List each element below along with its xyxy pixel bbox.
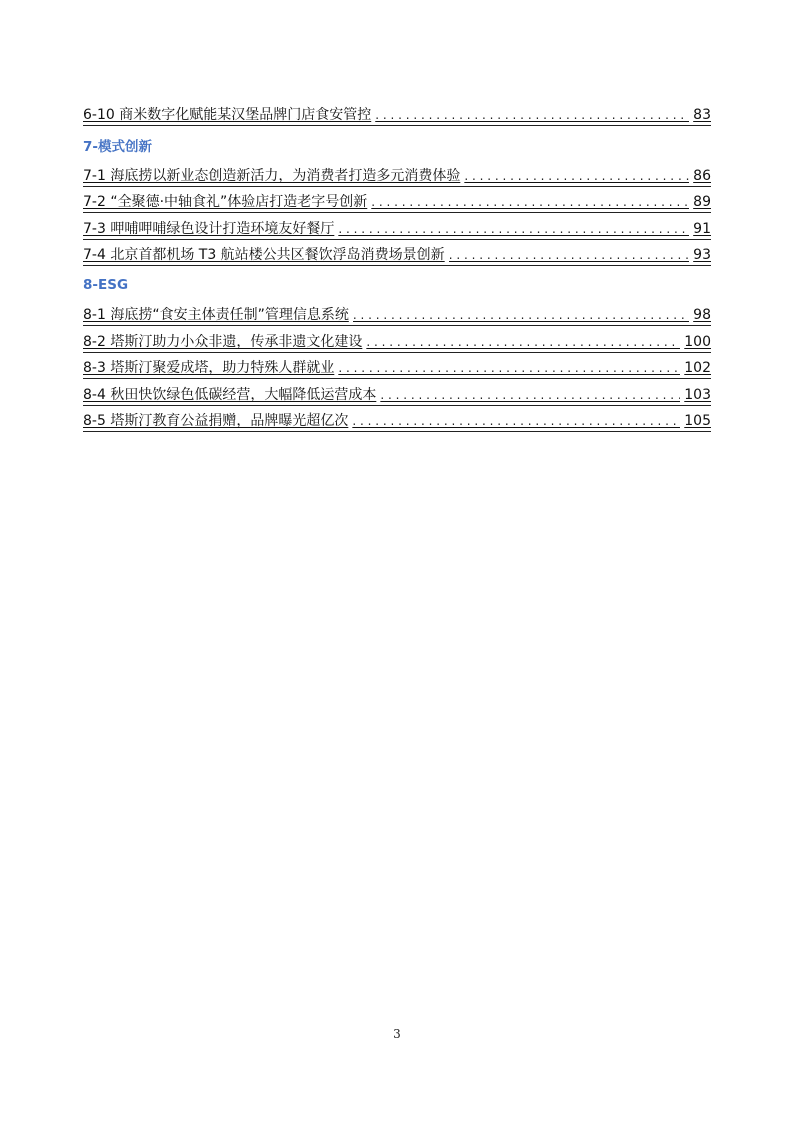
toc-entry-page: 89 [693,194,711,211]
toc-entry-7-1[interactable] [83,160,711,186]
dot-leader [338,220,689,238]
toc-entry-label: 7-1 海底捞以新业态创造新活力，为消费者打造多元消费体验 [83,167,461,184]
toc-section-heading-7: 7-模式创新 [83,139,152,156]
toc-entry-label: 8-2 塔斯汀助力小众非遗，传承非遗文化建设 [83,333,363,350]
toc-entry-page: 86 [693,167,711,184]
dot-leader [464,167,689,185]
toc-entry-page: 102 [684,360,711,377]
toc-entry-8-2[interactable] [83,326,711,352]
toc-entry-page: 105 [684,412,711,429]
toc-entry-7-4[interactable] [83,240,711,266]
dot-leader [371,193,689,211]
toc-entry-7-2[interactable] [83,187,711,213]
toc-entry-label: 8-3 塔斯汀聚爱成塔，助力特殊人群就业 [83,360,335,377]
page-number: 3 [393,1027,401,1041]
dot-leader [380,386,680,404]
dot-leader [353,306,689,324]
dot-leader [366,333,680,351]
toc-entry-label: 6-10 商米数字化赋能某汉堡品牌门店食安管控 [83,107,372,124]
toc-entry-page: 100 [684,333,711,350]
toc-entry-7-3[interactable] [83,213,711,239]
table-of-contents [83,100,711,432]
toc-entry-6-10[interactable] [83,100,711,126]
toc-entry-label: 7-2 “全聚德·中轴食礼”体验店打造老字号创新 [83,194,368,211]
toc-section-heading-8: 8-ESG [83,276,129,293]
dot-leader [449,246,689,264]
toc-entry-8-4[interactable] [83,379,711,405]
toc-entry-label: 8-1 海底捞“食安主体责任制”管理信息系统 [83,307,349,324]
toc-entry-8-1[interactable] [83,300,711,326]
toc-entry-8-3[interactable] [83,353,711,379]
dot-leader [338,359,680,377]
toc-entry-label: 7-3 呷哺呷哺绿色设计打造环境友好餐厅 [83,220,335,237]
toc-entry-8-5[interactable] [83,406,711,432]
dot-leader [375,106,689,124]
toc-entry-page: 93 [693,246,711,263]
toc-entry-label: 7-4 北京首都机场 T3 航站楼公共区餐饮浮岛消费场景创新 [83,246,445,263]
toc-entry-page: 103 [684,386,711,403]
toc-entry-label: 8-5 塔斯汀教育公益捐赠，品牌曝光超亿次 [83,412,349,429]
toc-entry-page: 91 [693,220,711,237]
toc-entry-page: 83 [693,107,711,124]
toc-entry-page: 98 [693,307,711,324]
toc-entry-label: 8-4 秋田快饮绿色低碳经营，大幅降低运营成本 [83,386,377,403]
dot-leader [352,412,680,430]
